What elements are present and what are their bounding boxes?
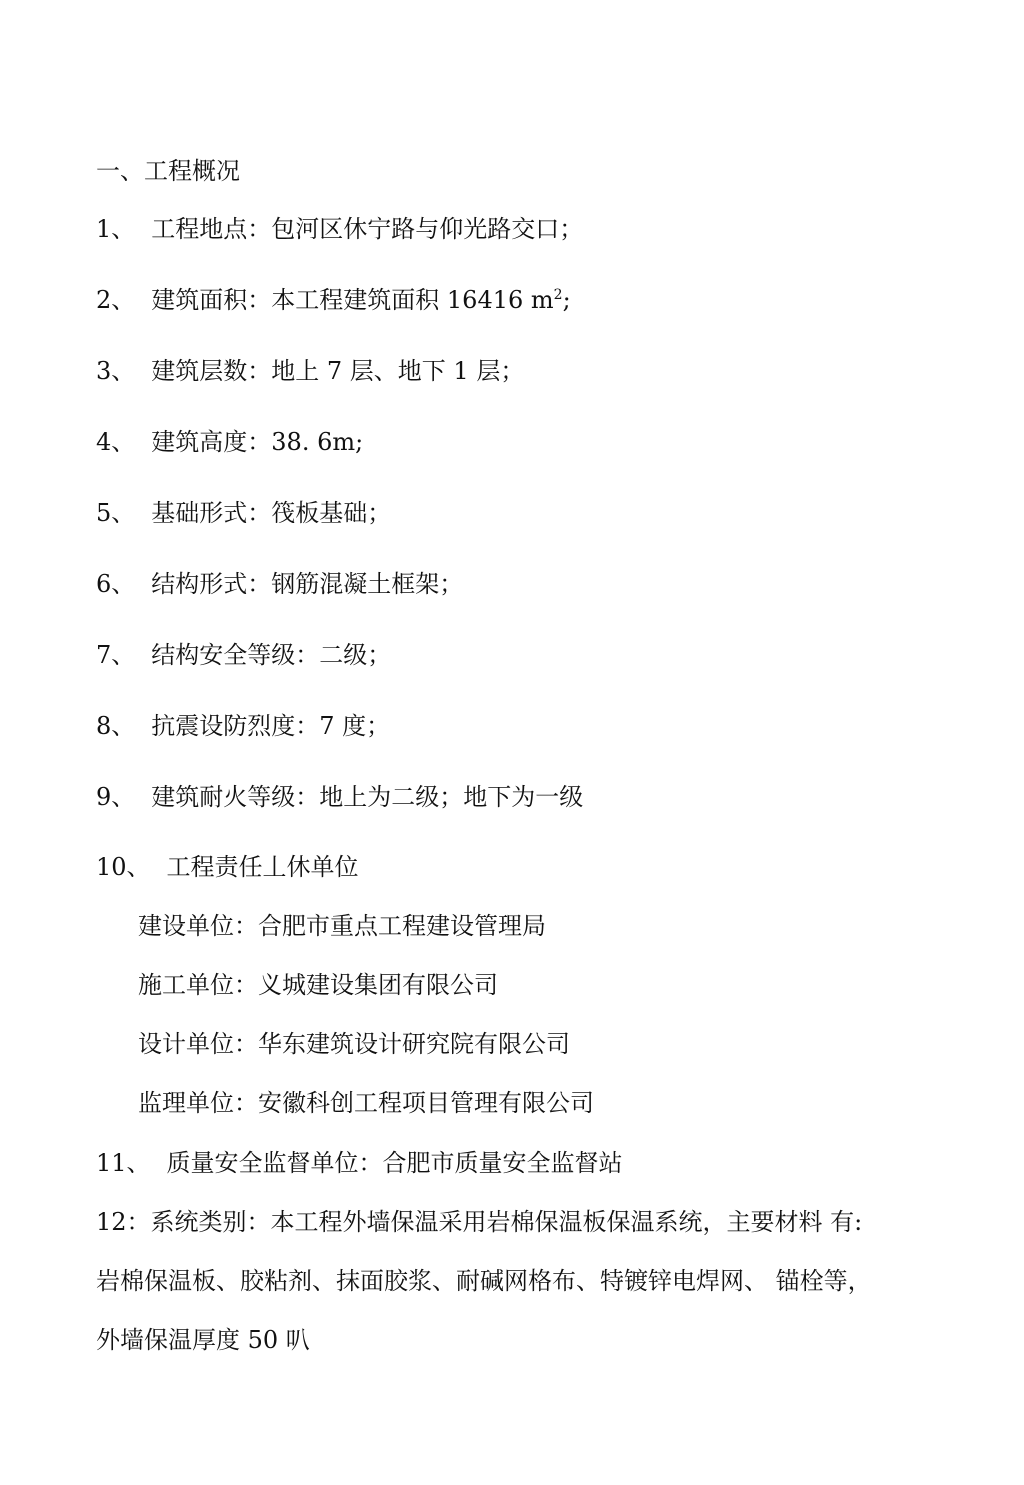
item-number: 4、: [96, 428, 136, 456]
section-heading: 一、工程概况: [96, 157, 240, 185]
item-number: 10、: [96, 853, 151, 881]
unit-supervisor: 监理单位：安徽科创工程项目管理有限公司: [138, 1089, 594, 1117]
item-responsible-units: [96, 852, 359, 882]
item-number: 5、: [96, 499, 136, 527]
item-number: 8、: [96, 712, 136, 740]
item-number: 6、: [96, 570, 136, 598]
item-supervision-station: [96, 1148, 623, 1178]
item-text: 建筑耐火等级：地上为二级；地下为一级: [151, 783, 584, 811]
item-text: 建筑高度：38. 6m;: [151, 428, 364, 456]
item-text: 结构形式：钢筋混凝土框架；: [151, 570, 464, 598]
item-text-main: 建筑面积：本工程建筑面积 16416 m: [151, 286, 554, 314]
item-text: 工程地点：包河区休宁路与仰光路交口；: [151, 215, 584, 243]
item-text: 质量安全监督单位：合肥市质量安全监督站: [166, 1149, 623, 1177]
item-number: 2、: [96, 286, 136, 314]
item-text-end: ;: [562, 286, 571, 314]
unit-contractor: 施工单位：义城建设集团有限公司: [138, 971, 498, 999]
item-number: 7、: [96, 641, 136, 669]
item-seismic: [96, 711, 390, 741]
unit-owner: 建设单位：合肥市重点工程建设管理局: [138, 912, 546, 940]
item-area: [96, 285, 571, 315]
item-safety-grade: [96, 640, 391, 670]
item-text: 建筑层数：地上 7 层、地下 1 层；: [151, 357, 525, 385]
item-text: 工程责任丄休单位: [166, 853, 359, 881]
item-text: [151, 286, 570, 314]
item-floors: [96, 356, 524, 386]
item-system-line-1: 12：系统类别：本工程外墙保温采用岩棉保温板保温系统，主要材料 有:: [96, 1208, 863, 1236]
item-fire-rating: [96, 782, 583, 812]
item-number: 9、: [96, 783, 136, 811]
item-height: [96, 427, 363, 457]
item-text: 结构安全等级：二级；: [151, 641, 392, 669]
item-location: [96, 214, 583, 244]
superscript: 2: [553, 287, 563, 303]
item-text: 抗震设防烈度：7 度；: [151, 712, 391, 740]
item-number: 11、: [96, 1149, 151, 1177]
unit-designer: 设计单位：华东建筑设计研究院有限公司: [138, 1030, 570, 1058]
item-system-line-3: 外墙保温厚度 50 叭: [96, 1326, 310, 1354]
item-number: 1、: [96, 215, 136, 243]
item-structure: [96, 569, 463, 599]
item-number: 3、: [96, 357, 136, 385]
item-system-line-2: 岩棉保温板、胶粘剂、抹面胶浆、耐碱网格布、特镀锌电焊网、 锚栓等，: [96, 1267, 872, 1295]
item-text: 基础形式：筏板基础；: [151, 499, 392, 527]
item-foundation: [96, 498, 391, 528]
